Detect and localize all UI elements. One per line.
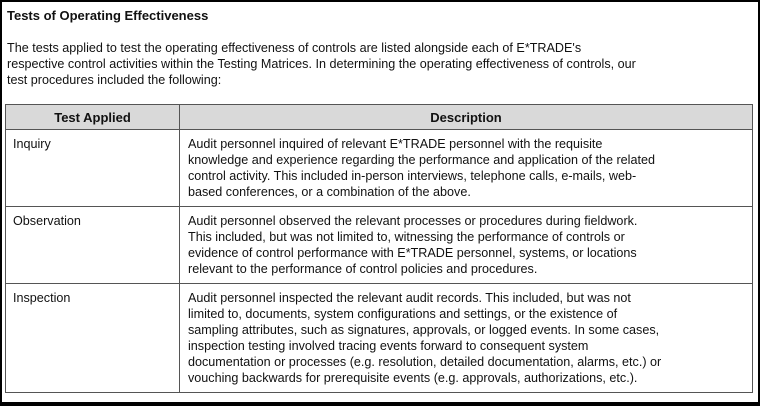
- description-line: Audit personnel observed the relevant processes or procedures during fieldwork.: [188, 214, 638, 228]
- table-row: [6, 207, 753, 284]
- document-page: [2, 2, 758, 402]
- description-line: inspection testing involved tracing events forward to consequent system: [188, 339, 589, 353]
- header-description: Description: [180, 105, 753, 130]
- description-cell: [180, 130, 753, 207]
- description-line: based conferences, or a combination of the above.: [188, 185, 471, 199]
- tests-table: [5, 104, 753, 393]
- description-line: This included, but was not limited to, witnessing the performance of controls or: [188, 230, 625, 244]
- test-applied-cell: Inspection: [6, 284, 180, 393]
- description-line: relevant to the performance of control policies and procedures.: [188, 262, 538, 276]
- description-line: Audit personnel inquired of relevant E*TRADE personnel with the requisite: [188, 137, 603, 151]
- description-line: sampling attributes, such as signatures, approvals, or logged events. In some cases,: [188, 323, 660, 337]
- header-test-applied: Test Applied: [6, 105, 180, 130]
- description-cell: [180, 207, 753, 284]
- test-applied-cell: Inquiry: [6, 130, 180, 207]
- intro-line: respective control activities within the Testing Matrices. In determining the operating effectiveness of controls, our: [7, 57, 636, 71]
- test-applied-cell: Observation: [6, 207, 180, 284]
- description-line: evidence of control performance with E*TRADE personnel, systems, or locations: [188, 246, 637, 260]
- description-line: Audit personnel inspected the relevant audit records. This included, but was not: [188, 291, 631, 305]
- description-line: control activity. This included in-person interviews, telephone calls, e-mails, web-: [188, 169, 637, 183]
- table-header-row: [6, 105, 753, 130]
- description-line: knowledge and experience regarding the performance and application of the related: [188, 153, 655, 167]
- intro-line: The tests applied to test the operating effectiveness of controls are listed alongside each of E*TRADE's: [7, 41, 582, 55]
- table-row: [6, 130, 753, 207]
- description-line: vouching backwards for prerequisite events (e.g. approvals, authorizations, etc.).: [188, 371, 638, 385]
- description-line: documentation or processes (e.g. resolution, detailed documentation, alarms, etc.) or: [188, 355, 662, 369]
- description-cell: [180, 284, 753, 393]
- table-row: [6, 284, 753, 393]
- intro-paragraph: [7, 40, 636, 88]
- intro-line: test procedures included the following:: [7, 73, 222, 87]
- description-line: limited to, documents, system configurations and settings, or the existence of: [188, 307, 618, 321]
- section-title: Tests of Operating Effectiveness: [7, 8, 209, 23]
